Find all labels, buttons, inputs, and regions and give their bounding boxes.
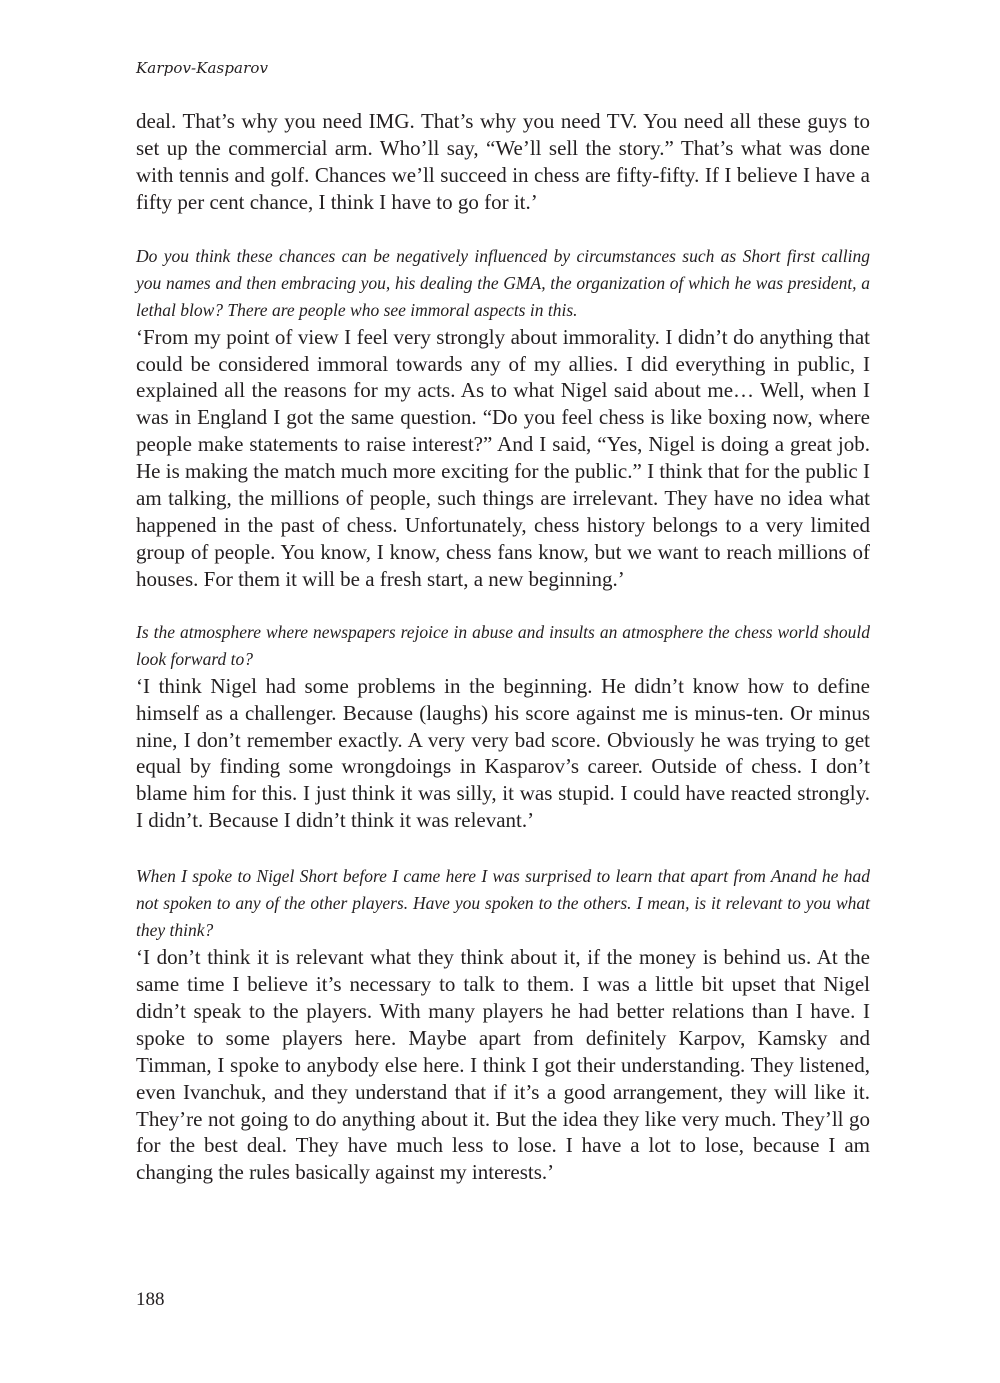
page-number: 188 [136, 1289, 165, 1310]
answer-paragraph-3: ‘I think Nigel had some problems in the beginning. He didn’t know how to define himself as a challenger. Because (laughs) his score against me is minus-ten. Or minus nine, I don’t remember exactly. A very very bad score. Obviously he was trying to get equal by finding some wrongdoings in Kasparov’s career. Outside of chess. I don’t blame him for this. I just think it was silly, it was stupid. I could have reacted strongly. I didn’t. Because I didn’t think it was relevant.’ [136, 673, 870, 833]
question-paragraph-2: Is the atmosphere where newspapers rejoice in abuse and insults an atmosphere the chess world should look forward to? [136, 621, 870, 669]
answer-paragraph-4: ‘I don’t think it is relevant what they think about it, if the money is behind us. At the same time I believe it’s necessary to talk to them. I was a little bit upset that Nigel didn’t speak to the players. With many players he had better relations than I have. I spoke to some players here. Maybe apart from definitely Karpov, Kamsky and Timman, I spoke to anybody else here. I think I got their understanding. They listened, even Ivanchuk, and they understand that if it’s a good arrangement, they will like it. They’re not going to do anything about it. But the idea they like very much. They’ll go for the best deal. They have much less to lose. I have a lot to lose, because I am changing the rules basically against my interests.’ [136, 945, 870, 1185]
answer-paragraph-2: ‘From my point of view I feel very strongly about immorality. I didn’t do anything that could be considered immoral towards any of my allies. I did everything in public, I explained all the reasons for my acts. As to what Nigel said about me… Well, when I was in England I got the same question. “Do you feel chess is like boxing now, where people make statements to raise interest?” And I said, “Yes, Nigel is doing a great job. He is making the match much more exciting for the public.” I think that for the public I am talking, the millions of people, such things are irrelevant. They have no idea what happened in the past of chess. Unfortunately, chess history belongs to a very limited group of people. You know, I know, chess fans know, but we want to reach millions of houses. For them it will be a fresh start, a new beginning.’ [136, 324, 870, 591]
running-header: Karpov-Kasparov [136, 59, 269, 77]
question-paragraph-1: Do you think these chances can be negatively influenced by circumstances such as Short first calling you names and then embracing you, his dealing the GMA, the organization of which he was president, a lethal blow? There are people who see immoral aspects in this. [136, 245, 870, 320]
answer-paragraph-1: deal. That’s why you need IMG. That’s why you need TV. You need all these guys to set up the commercial arm. Who’ll say, “We’ll sell the story.” That’s what was done with tennis and golf. Chances we’ll succeed in chess are fifty-fifty. If I believe I have a fifty per cent chance, I think I have to go for it.’ [136, 109, 870, 214]
book-page [136, 58, 870, 1186]
question-paragraph-3: When I spoke to Nigel Short before I came here I was surprised to learn that apart from Anand he had not spoken to any of the other players. Have you spoken to the others. I mean, is it relevant to you what they think? [136, 866, 870, 941]
